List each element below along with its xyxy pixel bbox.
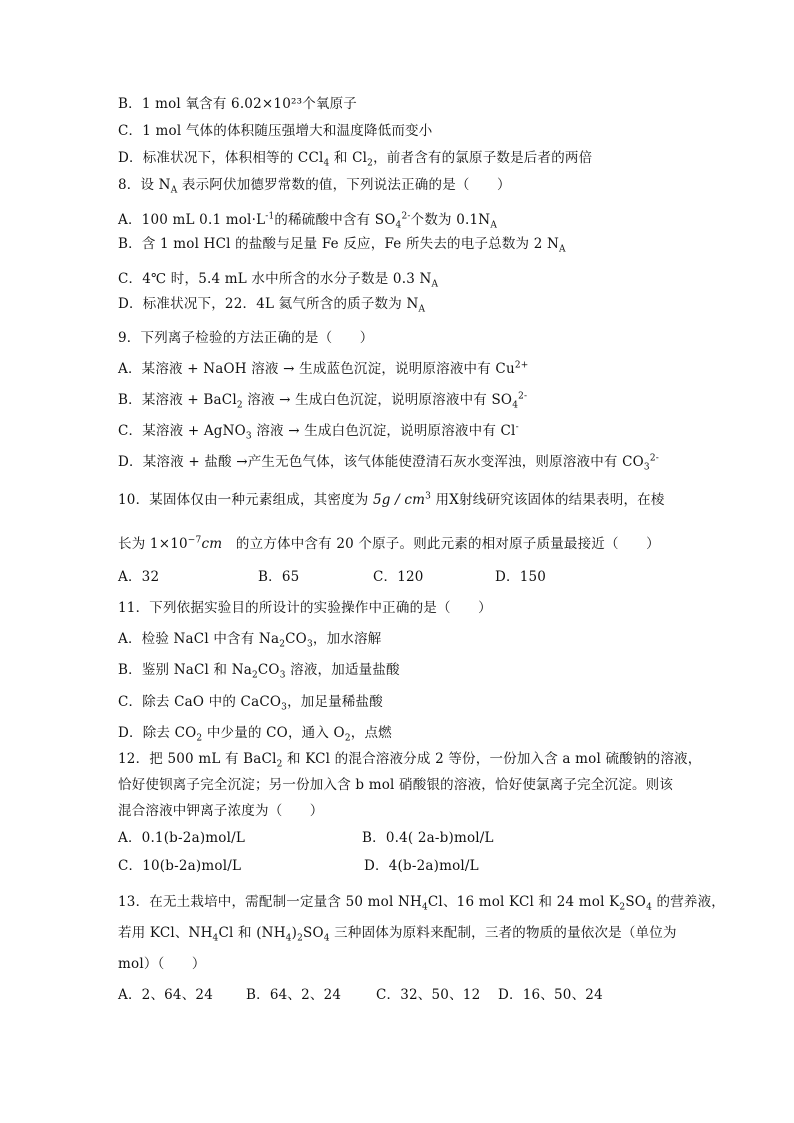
- q8-option-b: B．含 1 mol HCl 的盐酸与足量 Fe 反应，Fe 所失去的电子总数为 2 $N_A$: [118, 236, 566, 255]
- q7-option-d: D．标准状况下，体积相等的 CCl$_4$ 和 $Cl_2$，前者含有的氯原子数是后者的两倍: [118, 150, 593, 169]
- q11-option-a: A．检验 NaCl 中含有 $Na_2CO_3$，加水溶解: [118, 631, 382, 650]
- q8-option-c: C．4℃ 时，5.4 mL 水中所含的水分子数是 0.3 $N_A$: [118, 271, 439, 290]
- q11-stem: 11．下列依据实验目的所设计的实验操作中正确的是（ ）: [118, 600, 492, 616]
- q9-stem: 9．下列离子检验的方法正确的是（ ）: [118, 330, 374, 346]
- q8-option-a: A．100 mL 0.1 $mol\cdot L^{-1}$的稀硫酸中含有 $SO_4^{2-}$个数为 $0.1N_A$: [118, 211, 498, 231]
- q13-stem-line2: 若用 KCl、$NH_4Cl$ 和 $(NH_4)_2SO_4$ 三种固体为原料来配制，三者的物质的量依次是（单位为: [118, 925, 677, 944]
- q13-option-a: A．2、64、24: [118, 987, 213, 1003]
- q12-option-a: A．0.1(b-2a)mol/L: [118, 830, 246, 846]
- q12-stem-line3: 混合溶液中钾离子浓度为（ ）: [118, 803, 324, 819]
- q10-option-a: A．32: [118, 569, 160, 585]
- q9-option-b: B．某溶液 + BaCl$_2$ 溶液 → 生成白色沉淀，说明原溶液中有 $SO_4^{2-}$: [118, 391, 528, 411]
- q13-stem-line3: mol）（ ）: [118, 956, 206, 972]
- q12-option-c: C．10(b-2a)mol/L: [118, 858, 242, 874]
- q13-option-c: C．32、50、12: [376, 987, 481, 1003]
- q13-stem-line1: 13．在无土栽培中，需配制一定量含 50 mol $NH_4Cl$、16 mol KCl 和 24 mol $K_2SO_4$ 的营养液，: [118, 894, 725, 913]
- q12-options-row2: [118, 856, 479, 876]
- q9-option-c: C．某溶液 + AgNO$_3$ 溶液 → 生成白色沉淀，说明原溶液中有 Cl-: [118, 422, 519, 442]
- q11-option-b: B．鉴别 NaCl 和 $Na_2CO_3$ 溶液，加适量盐酸: [118, 662, 400, 681]
- q7-option-b: B．1 mol 氧含有 6.02×10²³个氧原子: [118, 96, 358, 112]
- q12-options-row1: [118, 828, 494, 848]
- q10-option-d: D．150: [495, 569, 547, 585]
- q8-stem: 8．设 $N_A$ 表示阿伏加德罗常数的值，下列说法正确的是（ ）: [118, 177, 511, 196]
- q12-stem-line1: 12．把 500 mL 有 BaCl$_2$ 和 KCl 的混合溶液分成 2 等份，一份加入含 a mol 硫酸钠的溶液，: [118, 751, 702, 770]
- q12-option-d: D．4(b-2a)mol/L: [364, 858, 479, 874]
- q12-stem-line2: 恰好使钡离子完全沉淀；另一份加入含 b mol 硝酸银的溶液，恰好使氯离子完全沉淀。则该: [118, 777, 674, 793]
- q10-stem-line1: 10．某固体仅由一种元素组成，其密度为 $5g / cm^3$ 用X射线研究该固体的结果表明，在棱: [118, 491, 665, 508]
- q10-stem-line2: 长为 $1\times 10^{-7}cm$ 的立方体中含有 20 个原子。则此元素的相对原子质量最接近（ ）: [118, 535, 660, 552]
- q13-option-d: D．16、50、24: [498, 987, 603, 1003]
- q12-option-b: B．0.4( 2a-b)mol/L: [362, 830, 494, 846]
- q9-option-a: A．某溶液 + NaOH 溶液 → 生成蓝色沉淀，说明原溶液中有 $Cu^{2+}$: [118, 360, 529, 377]
- q7-option-c: C．1 mol 气体的体积随压强增大和温度降低而变小: [118, 123, 433, 139]
- q10-options: [118, 567, 546, 587]
- q13-options: [118, 985, 603, 1005]
- q9-option-d: D．某溶液 + 盐酸 →产生无色气体，该气体能使澄清石灰水变浑浊，则原溶液中有 $CO_3^{2-}$: [118, 453, 660, 473]
- q8-option-d: D．标准状况下，22．4L 氦气所含的质子数为 $N_A$: [118, 296, 426, 315]
- q13-option-b: B．64、2、24: [246, 987, 342, 1003]
- q10-option-c: C．120: [373, 569, 424, 585]
- q11-option-d: D．除去 $CO_2$ 中少量的 CO，通入 $O_2$，点燃: [118, 725, 392, 744]
- q11-option-c: C．除去 CaO 中的 CaCO$_3$，加足量稀盐酸: [118, 694, 383, 713]
- q10-option-b: B．65: [258, 569, 300, 585]
